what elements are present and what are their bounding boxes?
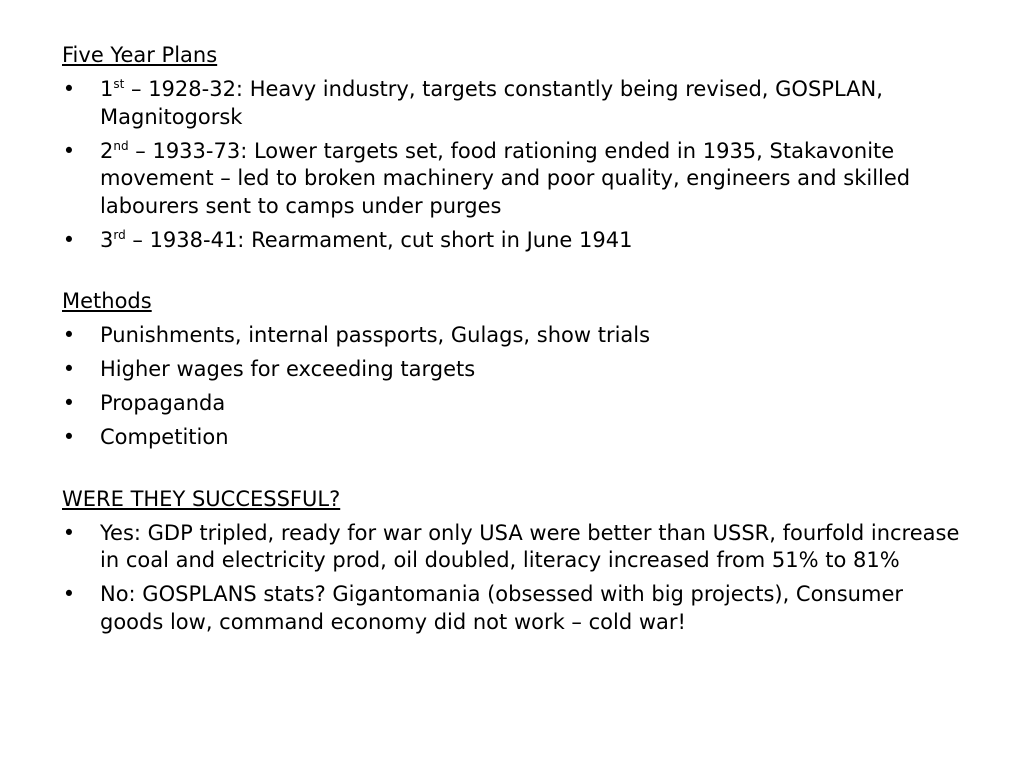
bullet-icon: • (62, 357, 76, 381)
bullet-icon: • (62, 425, 76, 449)
bullet-icon: • (62, 391, 76, 415)
five-year-plans-list (62, 76, 962, 254)
section-spacer (62, 452, 962, 486)
method-text: Propaganda (100, 391, 226, 415)
list-item (62, 227, 962, 255)
bullet-icon: • (62, 323, 76, 347)
method-text: Competition (100, 425, 229, 449)
list-item (62, 390, 962, 418)
slide-body (62, 42, 962, 636)
heading-were-they-successful: WERE THEY SUCCESSFUL? (62, 486, 341, 511)
list-item (62, 581, 962, 636)
success-list (62, 520, 962, 637)
section-five-year-plans (62, 42, 962, 254)
plan-ordinal: 3 (100, 227, 114, 252)
heading-methods: Methods (62, 289, 152, 313)
plan-text: – 1933-73: Lower targets set, food rationing ended in 1935, Stakavonite movement – led to broken machinery and poor quality, engineers and skilled labourers sent to camps under purges (100, 138, 911, 218)
bullet-icon: • (62, 77, 76, 101)
section-success (62, 486, 962, 637)
list-item (62, 424, 962, 452)
list-item (62, 76, 962, 131)
plan-text: – 1928-32: Heavy industry, targets constantly being revised, GOSPLAN, Magnitogorsk (100, 77, 883, 129)
plan-ordinal-suffix: st (113, 77, 125, 91)
heading-five-year-plans: Five Year Plans (62, 43, 218, 67)
section-methods (62, 288, 962, 452)
bullet-icon: • (62, 138, 76, 163)
methods-list (62, 322, 962, 452)
list-item (62, 138, 962, 221)
method-text: Punishments, internal passports, Gulags, show trials (100, 323, 651, 347)
bullet-icon: • (62, 520, 76, 545)
list-item (62, 520, 962, 575)
plan-text: – 1938-41: Rearmament, cut short in June 1941 (125, 227, 633, 252)
section-spacer (62, 254, 962, 288)
success-text: Yes: GDP tripled, ready for war only USA were better than USSR, fourfold increase in coal and electricity prod, oil doubled, literacy increased from 51% to 81% (100, 520, 960, 572)
plan-ordinal-suffix: nd (113, 138, 129, 153)
list-item (62, 356, 962, 384)
bullet-icon: • (62, 582, 76, 606)
list-item (62, 322, 962, 350)
success-text: No: GOSPLANS stats? Gigantomania (obsessed with big projects), Consumer goods low, command economy did not work – cold war! (100, 582, 904, 634)
plan-ordinal: 1 (100, 77, 114, 101)
bullet-icon: • (62, 227, 76, 252)
method-text: Higher wages for exceeding targets (100, 357, 476, 381)
plan-ordinal: 2 (100, 138, 114, 163)
plan-ordinal-suffix: rd (113, 227, 126, 242)
